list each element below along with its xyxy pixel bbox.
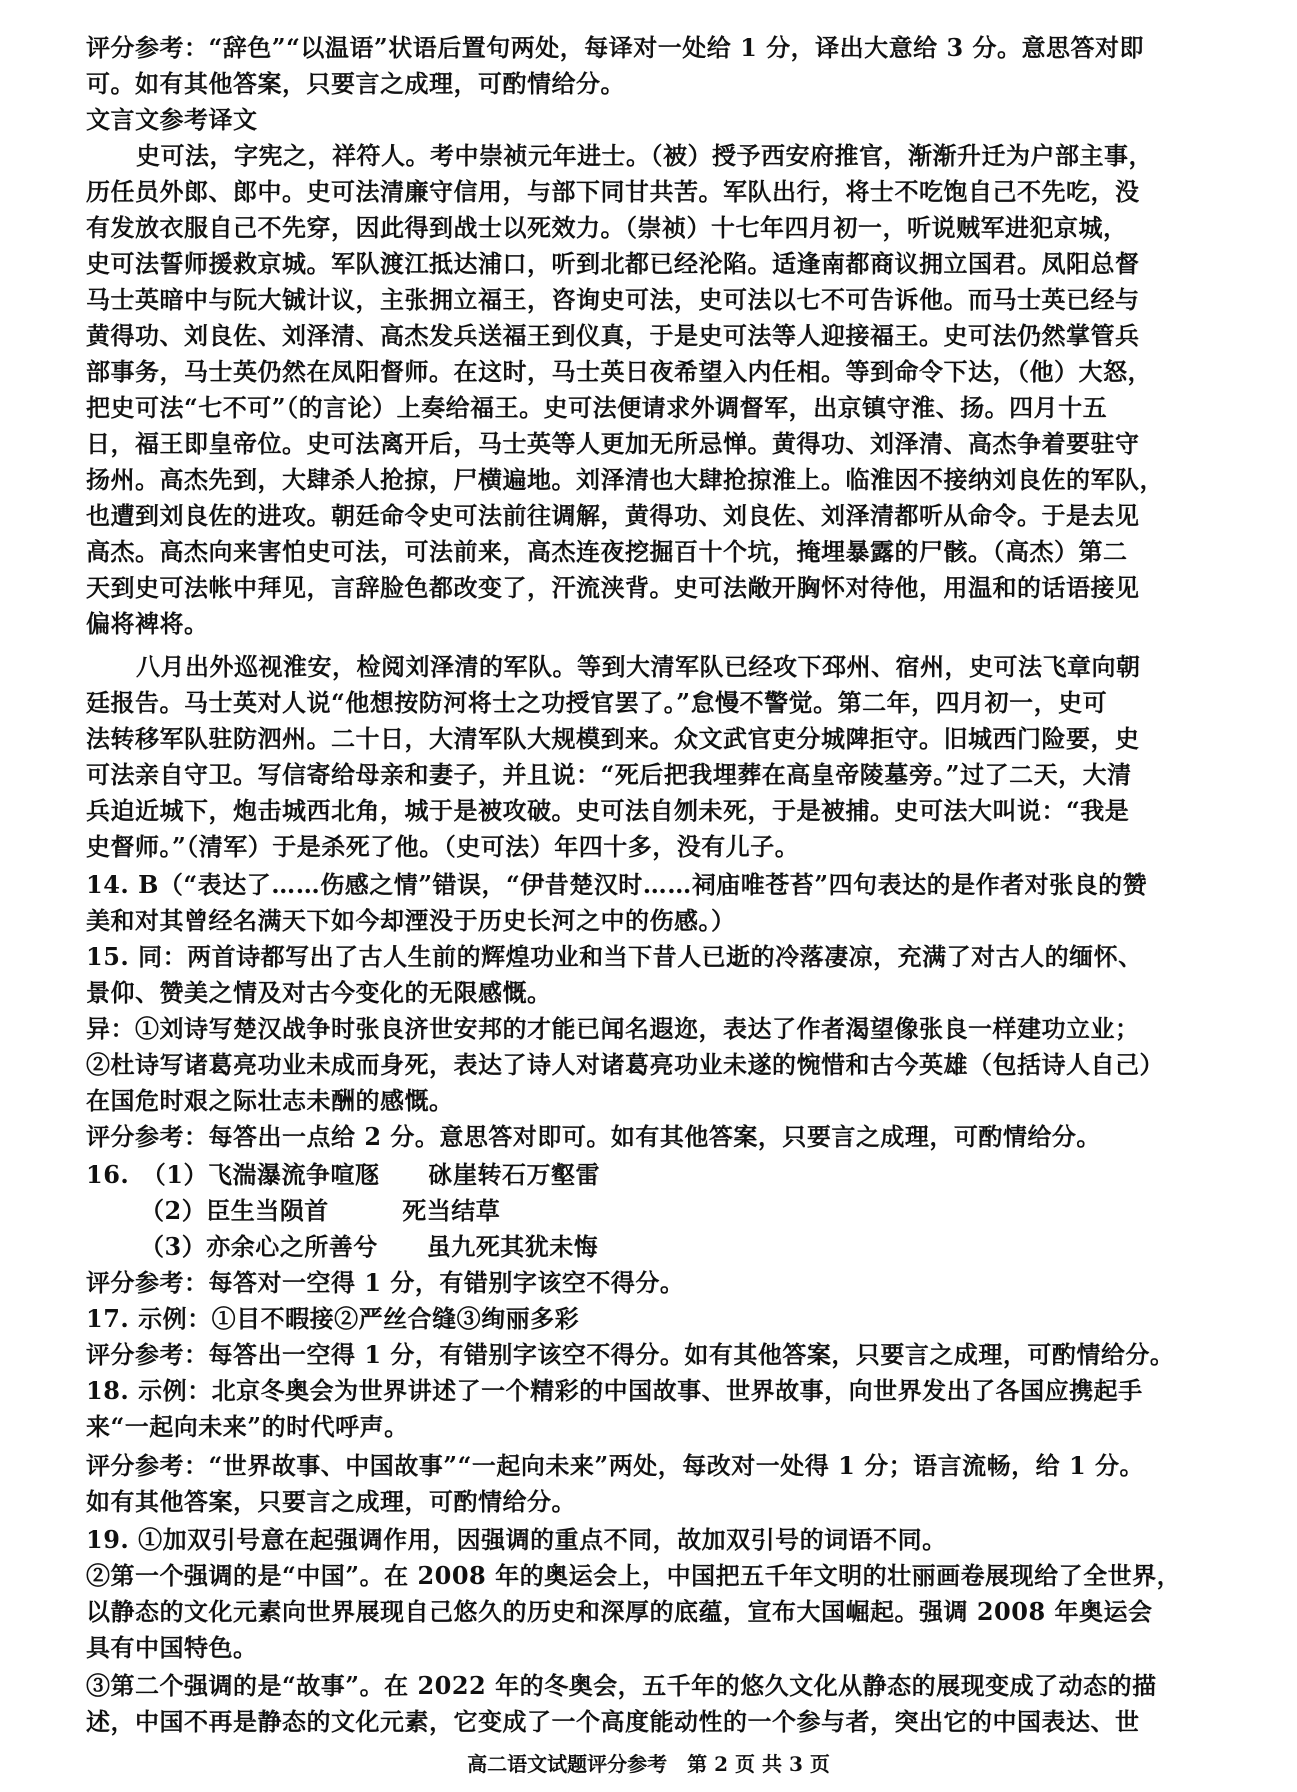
scoring-note: 评分参考：“世界故事、中国故事”“一起向未来”两处，每改对一处得 1 分；语言流畅，给 1 分。 <box>86 1451 1145 1480</box>
text-line: ②杜诗写诸葛亮功业未成而身死，表达了诗人对诸葛亮功业未遂的惋惜和古今英雄（包括诗人自己） <box>86 1050 1164 1079</box>
text-line: 部事务，马士英仍然在凤阳督师。在这时，马士英日夜希望入内任相。等到命令下达，（他）大怒， <box>86 357 1152 386</box>
text-line: 天到史可法帐中拜见，言辞脸色都改变了，汗流浃背。史可法敞开胸怀对待他，用温和的话语接见 <box>86 573 1140 602</box>
text-line: 史可法，字宪之，祥符人。考中崇祯元年进士。（被）授予西安府推官，渐渐升迁为户部主事， <box>136 141 1153 170</box>
text-line: 史可法誓师援救京城。军队渡江抵达浦口，听到北都已经沦陷。适逢南都商议拥立国君。凤阳总督 <box>86 249 1140 278</box>
text-line: 具有中国特色。 <box>86 1633 258 1662</box>
text-line: 来“一起向未来”的时代呼声。 <box>86 1412 409 1441</box>
question-16: 16. （1）飞湍瀑流争喧豗 砯崖转石万壑雷 <box>86 1160 600 1189</box>
question-15: 15. 同：两首诗都写出了古人生前的辉煌功业和当下昔人已逝的冷落凄凉，充满了对古人的缅怀、 <box>86 942 1143 971</box>
text-line: 可。如有其他答案，只要言之成理，可酌情给分。 <box>86 69 625 98</box>
text-line: 异：①刘诗写楚汉战争时张良济世安邦的才能已闻名遐迩，表达了作者渴望像张良一样建功立业； <box>86 1014 1140 1043</box>
text-line: 如有其他答案，只要言之成理，可酌情给分。 <box>86 1487 576 1516</box>
text-line: 有发放衣服自己不先穿，因此得到战士以死效力。（崇祯）十七年四月初一，听说贼军进犯京城， <box>86 213 1128 242</box>
text-line: 黄得功、刘良佐、刘泽清、高杰发兵送福王到仪真，于是史可法等人迎接福王。史可法仍然掌管兵 <box>86 321 1140 350</box>
question-14: 14. B（“表达了……伤感之情”错误，“伊昔楚汉时……祠庙唯苍苔”四句表达的是作者对张良的赞 <box>86 870 1148 899</box>
text-line: 法转移军队驻防泗州。二十日，大清军队大规模到来。众文武官吏分城陴拒守。旧城西门险要，史 <box>86 724 1140 753</box>
text-line: 八月出外巡视淮安，检阅刘泽清的军队。等到大清军队已经攻下邳州、宿州，史可法飞章向朝 <box>136 652 1141 681</box>
text-line: 日，福王即皇帝位。史可法离开后，马士英等人更加无所忌惮。黄得功、刘泽清、高杰争着要驻守 <box>86 429 1140 458</box>
question-17: 17. 示例：①目不暇接②严丝合缝③绚丽多彩 <box>86 1304 580 1333</box>
text-line: 也遭到刘良佐的进攻。朝廷命令史可法前往调解，黄得功、刘良佐、刘泽清都听从命令。于是去见 <box>86 501 1140 530</box>
text-line: 史督师。”（清军）于是杀死了他。（史可法）年四十多，没有儿子。 <box>86 832 800 861</box>
question-19: 19. ①加双引号意在起强调作用，因强调的重点不同，故加双引号的词语不同。 <box>86 1525 947 1554</box>
text-line: ③第二个强调的是“故事”。在 2022 年的冬奥会，五千年的悠久文化从静态的展现变成了动态的描 <box>86 1671 1157 1700</box>
text-line: ②第一个强调的是“中国”。在 2008 年的奥运会上，中国把五千年文明的壮丽画卷展现给了全世界， <box>86 1561 1182 1590</box>
text-line: 偏将裨将。 <box>86 609 209 638</box>
text-line: 可法亲自守卫。写信寄给母亲和妻子，并且说：“死后把我埋葬在高皇帝陵墓旁。”过了二天，大清 <box>86 760 1132 789</box>
text-line: 以静态的文化元素向世界展现自己悠久的历史和深厚的底蕴，宣布大国崛起。强调 2008 年奥运会 <box>86 1597 1153 1626</box>
text-line: 美和对其曾经名满天下如今却湮没于历史长河之中的伤感。） <box>86 906 736 935</box>
text-line: 兵迫近城下，炮击城西北角，城于是被攻破。史可法自刎未死，于是被捕。史可法大叫说：“我是 <box>86 796 1130 825</box>
text-line: 马士英暗中与阮大铖计议，主张拥立福王，咨询史可法，史可法以七不可告诉他。而马士英已经与 <box>86 285 1140 314</box>
text-line: 廷报告。马士英对人说“他想按防河将士之功授官罢了。”怠慢不警觉。第二年，四月初一，史可 <box>86 688 1108 717</box>
page-footer: 高二语文试题评分参考 第 2 页 共 3 页 <box>467 1752 830 1776</box>
text-line: （2）臣生当陨首 死当结草 <box>140 1196 501 1225</box>
text-line: 把史可法“七不可”（的言论）上奏给福王。史可法便请求外调督军，出京镇守淮、扬。四月十五 <box>86 393 1108 422</box>
scoring-note: 评分参考：每答对一空得 1 分，有错别字该空不得分。 <box>86 1268 685 1297</box>
section-heading: 文言文参考译文 <box>86 105 258 134</box>
text-line: 述，中国不再是静态的文化元素，它变成了一个高度能动性的一个参与者，突出它的中国表达、世 <box>86 1707 1140 1736</box>
text-line: 扬州。高杰先到，大肆杀人抢掠，尸横遍地。刘泽清也大肆抢掠淮上。临淮因不接纳刘良佐的军队， <box>86 465 1164 494</box>
text-line: 高杰。高杰向来害怕史可法，可法前来，高杰连夜挖掘百十个坑，掩埋暴露的尸骸。（高杰）第二 <box>86 537 1128 566</box>
text-line: 在国危时艰之际壮志未酬的感慨。 <box>86 1086 454 1115</box>
scoring-note: 评分参考：每答出一点给 2 分。意思答对即可。如有其他答案，只要言之成理，可酌情给分。 <box>86 1122 1101 1151</box>
scoring-note: 评分参考：每答出一空得 1 分，有错别字该空不得分。如有其他答案，只要言之成理，可酌情给分。 <box>86 1340 1175 1369</box>
question-18: 18. 示例：北京冬奥会为世界讲述了一个精彩的中国故事、世界故事，向世界发出了各国应携起手 <box>86 1376 1143 1405</box>
text-line: 景仰、赞美之情及对古今变化的无限感慨。 <box>86 978 552 1007</box>
text-line: 评分参考：“辞色”“以温语”状语后置句两处，每译对一处给 1 分，译出大意给 3 分。意思答对即 <box>86 33 1145 62</box>
text-line: 历任员外郎、郎中。史可法清廉守信用，与部下同甘共苦。军队出行，将士不吃饱自己不先吃，没 <box>86 177 1140 206</box>
text-line: （3）亦余心之所善兮 虽九死其犹未悔 <box>140 1232 599 1261</box>
